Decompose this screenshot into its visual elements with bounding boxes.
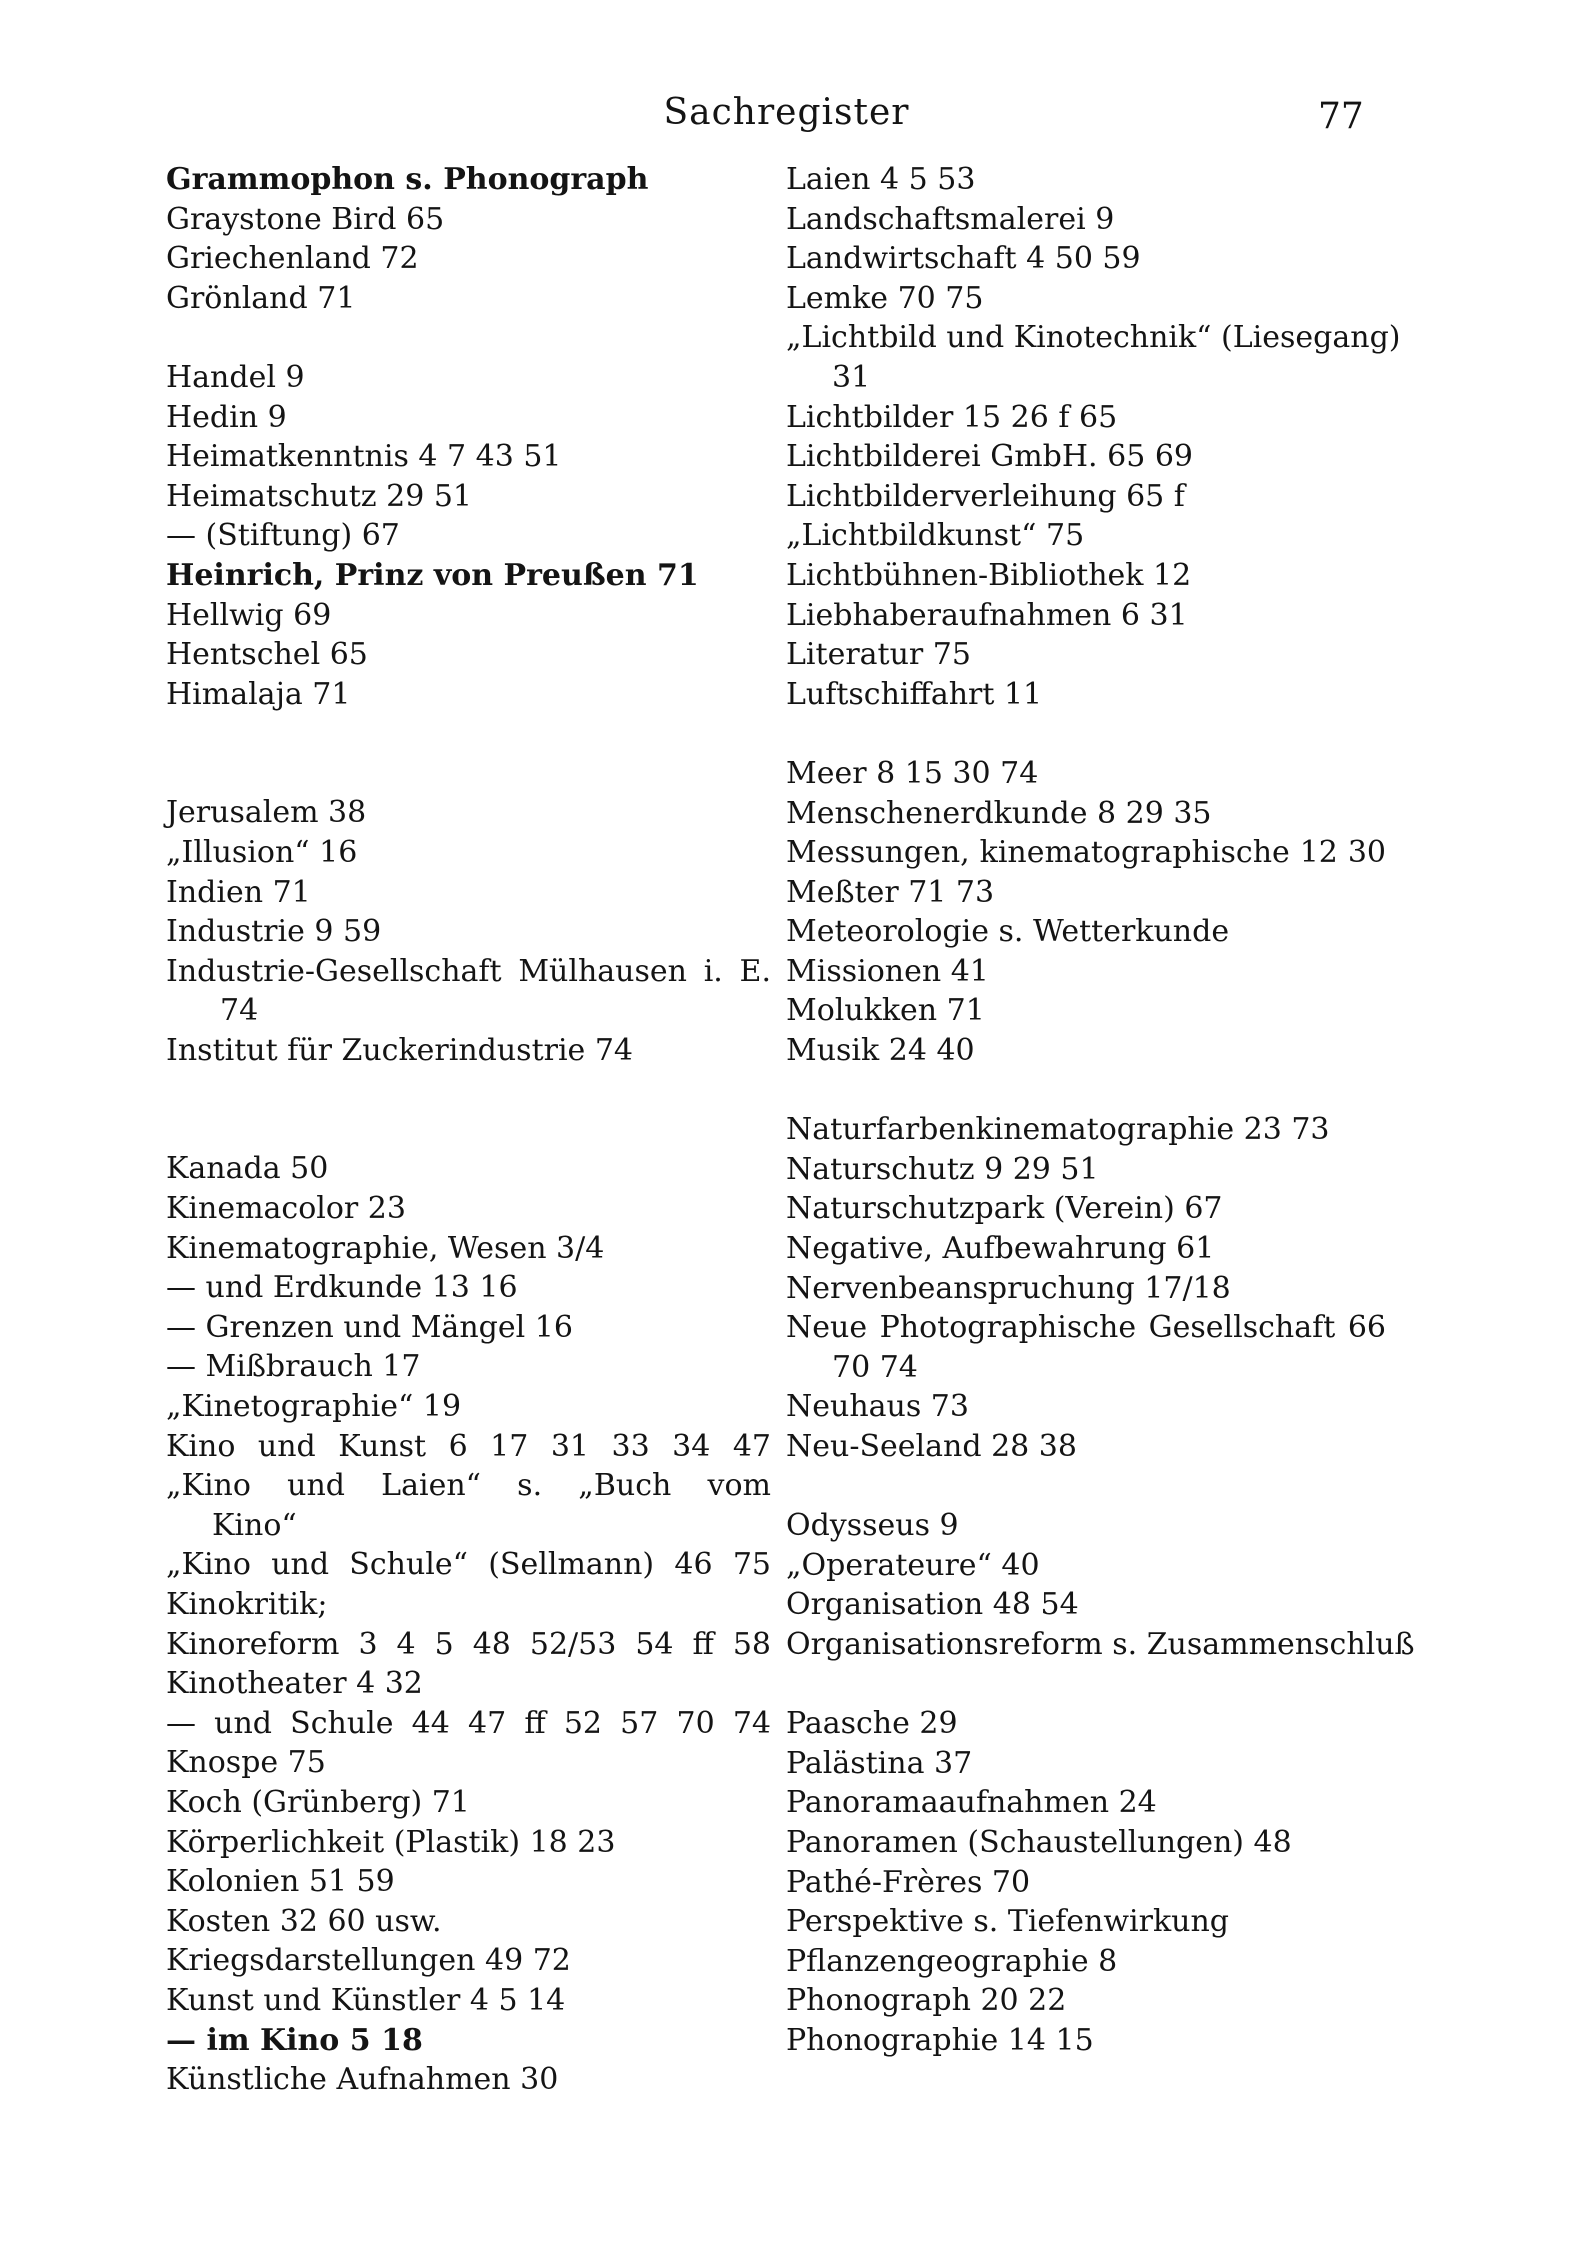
index-entry: Literatur 75 xyxy=(786,637,971,673)
index-entry: Kinotheater 4 32 xyxy=(166,1666,423,1702)
index-entry: Organisationsreform s. Zusammenschluß xyxy=(786,1626,1415,1662)
index-entry: Grammophon s. Phonograph xyxy=(166,162,649,197)
index-entry: Neu-Seeland 28 38 xyxy=(786,1429,1077,1464)
index-entry: Lemke 70 75 xyxy=(786,280,984,316)
index-entry: Naturschutz 9 29 51 xyxy=(786,1151,1099,1187)
page-number: 77 xyxy=(1318,96,1364,137)
index-entry: Negative, Aufbewahrung 61 xyxy=(786,1231,1215,1267)
index-entry: Kunst und Künstler 4 5 14 xyxy=(166,1982,566,2018)
index-entry: Paasche 29 xyxy=(786,1706,958,1742)
index-entry: Missionen 41 xyxy=(786,953,989,989)
index-entry: Neue Photographische Gesellschaft 66 xyxy=(786,1310,1386,1346)
index-entry: Kolonien 51 59 xyxy=(166,1864,395,1900)
section-gap xyxy=(786,714,1386,754)
index-entry: Panoramen (Schaustellungen) 48 xyxy=(786,1824,1292,1860)
index-entry: Hellwig 69 xyxy=(166,597,332,633)
index-entry: Heinrich, Prinz von Preußen 71 xyxy=(166,557,699,593)
index-entry: Luftschiffahrt 11 xyxy=(786,676,1043,712)
index-entry: Griechenland 72 xyxy=(166,241,419,277)
index-entry: Heimatschutz 29 51 xyxy=(166,478,473,514)
index-entry: Knospe 75 xyxy=(166,1745,326,1781)
index-entry: — im Kino 5 18 xyxy=(166,2022,423,2058)
index-entry: Jerusalem 38 xyxy=(166,795,367,831)
index-entry: Kinokritik; xyxy=(166,1587,328,1622)
index-entry: „Lichtbild und Kinotechnik“ (Liesegang) xyxy=(786,320,1401,356)
index-entry: Lichtbilder 15 26 f 65 xyxy=(786,399,1118,435)
index-entry: Organisation 48 54 xyxy=(786,1587,1079,1623)
index-entry: Perspektive s. Tiefenwirkung xyxy=(786,1904,1229,1940)
index-column-left xyxy=(166,160,771,2100)
index-entry: Palästina 37 xyxy=(786,1745,973,1781)
index-entry: — und Schule 44 47 ff 52 57 70 74 xyxy=(166,1705,771,1741)
section-gap xyxy=(786,1071,1386,1111)
index-entry: Landwirtschaft 4 50 59 xyxy=(786,241,1141,277)
index-entry: Naturschutzpark (Verein) 67 xyxy=(786,1191,1223,1227)
index-entry: Naturfarbenkinematographie 23 73 xyxy=(786,1112,1330,1148)
index-entry: Kino und Kunst 6 17 31 33 34 47 xyxy=(166,1428,771,1464)
index-entry: Liebhaberaufnahmen 6 31 xyxy=(786,597,1188,633)
index-entry: Neuhaus 73 xyxy=(786,1389,969,1425)
index-entry: Nervenbeanspruchung 17/18 xyxy=(786,1270,1231,1306)
index-entry: Meßter 71 73 xyxy=(786,874,995,910)
section-gap xyxy=(166,1070,771,1149)
section-gap xyxy=(786,1467,1386,1507)
index-entry: Körperlichkeit (Plastik) 18 23 xyxy=(166,1824,616,1860)
index-entry: — (Stiftung) 67 xyxy=(166,518,400,554)
section-gap xyxy=(166,714,771,793)
index-entry: Musik 24 40 xyxy=(786,1033,975,1069)
index-entry: Kinematographie, Wesen 3/4 xyxy=(166,1230,605,1266)
index-entry: Messungen, kinematographische 12 30 xyxy=(786,835,1386,871)
index-entry: Meer 8 15 30 74 xyxy=(786,755,1039,791)
index-entry: Lichtbilderei GmbH. 65 69 xyxy=(786,439,1194,475)
index-entry: Kinoreform 3 4 5 48 52/53 54 ff 58 xyxy=(166,1626,771,1662)
index-column-right xyxy=(786,160,1415,2061)
index-entry: „Kinetographie“ 19 xyxy=(166,1389,462,1425)
index-entry: „Kino und Schule“ (Sellmann) 46 75 xyxy=(166,1547,771,1583)
index-entry: Lichtbühnen-Bibliothek 12 xyxy=(786,557,1192,593)
index-entry: „Operateure“ 40 xyxy=(786,1547,1040,1583)
index-entry: Künstliche Aufnahmen 30 xyxy=(166,2062,559,2098)
index-entry: Molukken 71 xyxy=(786,993,985,1029)
index-entry: — Mißbrauch 17 xyxy=(166,1349,421,1385)
index-entry: Pflanzengeographie 8 xyxy=(786,1943,1118,1979)
index-entry: Himalaja 71 xyxy=(166,676,351,712)
index-entry: Kanada 50 xyxy=(166,1151,329,1187)
index-entry: Odysseus 9 xyxy=(786,1508,959,1544)
index-entry: Kosten 32 60 usw. xyxy=(166,1903,442,1939)
index-entry: Handel 9 xyxy=(166,359,305,395)
index-entry: Menschenerdkunde 8 29 35 xyxy=(786,795,1212,831)
index-entry: — und Erdkunde 13 16 xyxy=(166,1270,518,1306)
index-entry: „Lichtbildkunst“ 75 xyxy=(786,518,1085,554)
index-entry: Hedin 9 xyxy=(166,399,287,435)
index-entry: Panoramaaufnahmen 24 xyxy=(786,1785,1157,1821)
index-entry-continuation: Kino“ xyxy=(212,1507,297,1543)
index-entry: Grönland 71 xyxy=(166,280,356,316)
index-entry-continuation: 31 xyxy=(832,359,871,395)
index-entry: Institut für Zuckerindustrie 74 xyxy=(166,1032,634,1068)
index-entry: Lichtbilderverleihung 65 f xyxy=(786,478,1185,514)
index-entry: „Illusion“ 16 xyxy=(166,834,358,870)
index-entry: — Grenzen und Mängel 16 xyxy=(166,1309,573,1345)
index-entry: Landschaftsmalerei 9 xyxy=(786,201,1115,237)
section-gap xyxy=(786,1665,1386,1705)
index-entry: „Kino und Laien“ s. „Buch vom xyxy=(166,1468,771,1504)
index-entry: Phonographie 14 15 xyxy=(786,2022,1094,2058)
index-entry: Kinemacolor 23 xyxy=(166,1191,406,1227)
index-entry: Indien 71 xyxy=(166,874,311,910)
index-entry: Meteorologie s. Wetterkunde xyxy=(786,914,1230,950)
index-entry: Graystone Bird 65 xyxy=(166,201,445,237)
page-title: Sachregister xyxy=(663,92,910,133)
section-gap xyxy=(166,318,771,358)
index-entry: Kriegsdarstellungen 49 72 xyxy=(166,1943,571,1979)
index-entry-continuation: 70 74 xyxy=(832,1349,918,1385)
index-entry: Phonograph 20 22 xyxy=(786,1983,1067,2019)
index-entry: Pathé-Frères 70 xyxy=(786,1864,1031,1900)
index-entry: Industrie 9 59 xyxy=(166,914,382,950)
index-entry: Industrie-Gesellschaft Mülhausen i. E. xyxy=(166,953,771,989)
index-entry: Koch (Grünberg) 71 xyxy=(166,1784,470,1820)
index-entry: Laien 4 5 53 xyxy=(786,162,976,197)
index-entry: Heimatkenntnis 4 7 43 51 xyxy=(166,439,562,475)
index-entry: Hentschel 65 xyxy=(166,637,368,673)
index-entry-continuation: 74 xyxy=(220,993,259,1029)
